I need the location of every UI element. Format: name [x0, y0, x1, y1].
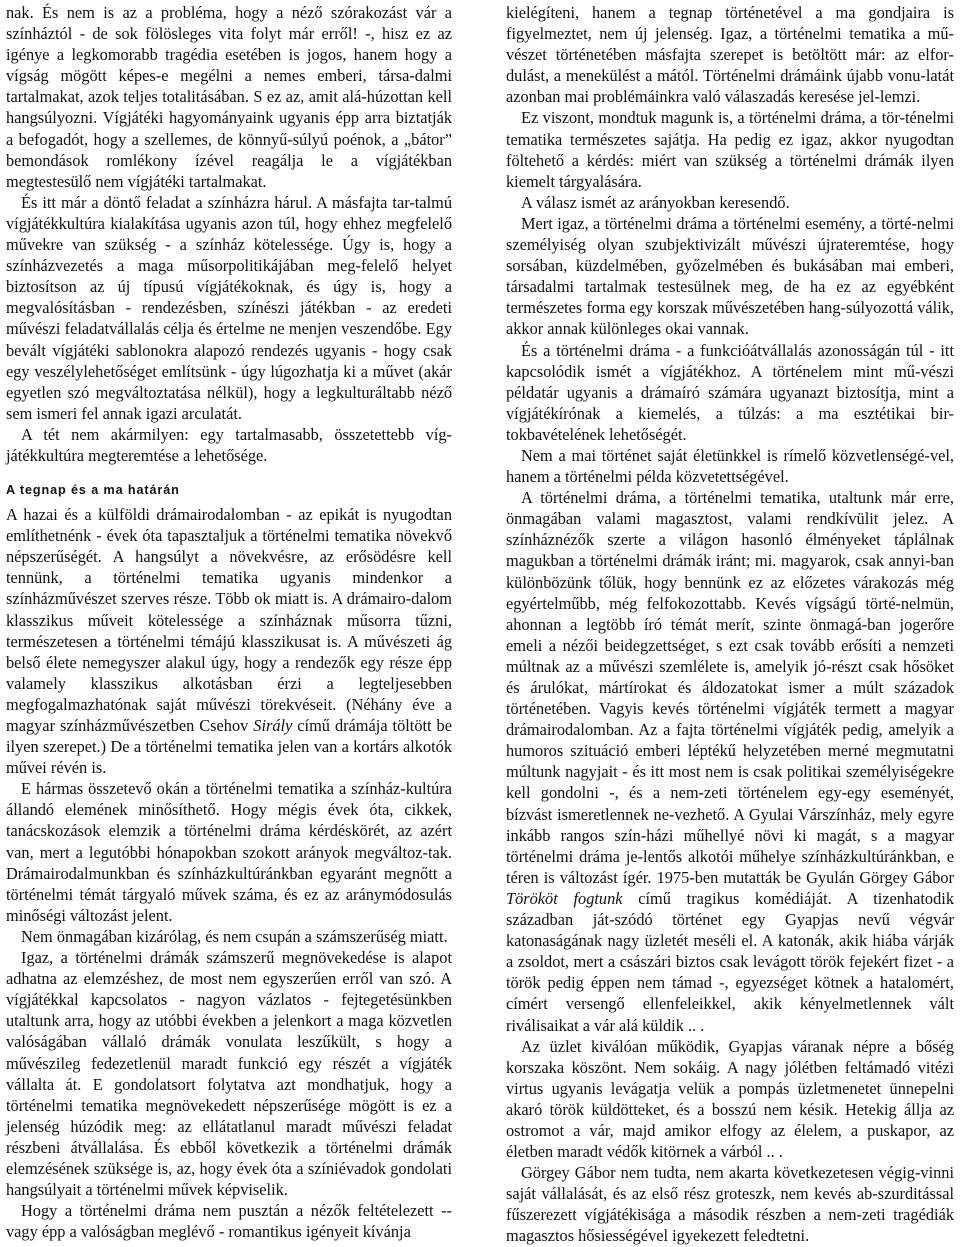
paragraph [506, 487, 954, 1035]
paragraph: És itt már a döntő feladat a színházra hárul. A másfajta tar-talmú vígjátékkultúra kialakítása ugyanis azon túl, hogy ehhez megfelelő művekre van szükség - a színház kötelessége. Úgy is, hogy a színházvezetés a maga műsorpolitikájában meg-felelő helyet biztosítson az új típusú vígjátékoknak, és úgy is, hogy a megvalósításban - rendezésben, színészi játékban - az eredeti művészi feladatvállalás célja és értelme ne menjen veszendőbe. Egy bevált vígjátéki sablonokra alapozó rendezés ugyanis - hogy csak egy veszélylehetőséget említsünk - úgy lúgozhatja ki a művet (akár egyetlen szó megváltoztatása nélkül), hogy a legkulturáltabb néző sem ismeri fel annak igazi arculatát. [6, 192, 452, 423]
paragraph: Nem önmagában kizárólag, és nem csupán a számszerűség miatt. [21, 926, 448, 946]
paragraph-text: című tragikus komédiáját. A tizenhatodik században ját-szódó történet egy Gyapjas nevű végvár katonaságának nagy üzletét meséli el. A katonák, akik hiába várják a zsoldot, mert a császári biztos csak levágott török fejekért fizet - a török pedig éppen nem támad -, egyezséget kötnek a hatalomért, címért versengő ellenfeleikkel, akik kényelmetlennek vált riválisaikat a vár alá küldik .. . [506, 888, 954, 1035]
paragraph: Görgey Gábor nem tudta, nem akarta következetesen végig-vinni saját vállalását, és az első rész groteszk, nem kevés ab-szurditással fűszerezett vígjátékisága a második részben a nem-zeti tragédiák magasztos hősiességével igyekezett feledtetni. [506, 1163, 954, 1246]
paragraph-text: című drámája töltött be ilyen szerepet.) De a történelmi tematika jelen van a kortárs alkotók művei révén is. [6, 716, 452, 778]
paragraph-text: A történelmi dráma, a történelmi tematika, utaltunk már erre, önmagában valami magasztost, valami rendkívülit jelez. A színháznézők szerte a világon hasonló élményeket táplálnak magukban a történelmi drámák iránt; mi. magyarok, csak annyi-ban különbözünk tőlük, hogy bennünk ez az előzetes várakozás még egyértelműbb, még felfokozottabb. Kevés vígságú törté-nelmün, ahonnan a legtöbb író témát merít, szinte önmagá-ban jogerőre emeli a nézői beidegzettséget, s ezt csak tovább erősíti a nemzeti múltnak az a művészi szemlélete is, amelyik jó-részt csak hősöket és árulókat, mártírokat és áldozatokat ismer a múlt századok történetében. Vagyis kevés történelmi vígjáték termett a magyar drámairodalomban. Az a fajta történelmi vígjáték pedig, amelyik a humoros szituáció emberi léptékű helyzetében merné megmutatni múltunk nagyjait - és itt most nem is csak politikai személyiségekre kell gondolni -, és a nem-zeti történelem egy-egy eseményét, bízvást ismeretlennek ne-vezhető. A Gyulai Várszínház, mely egyre inkább rangos szín-házi műhellyé növi ki magát, s a magyar történelmi dráma je-lentős alkotói műhelye színházkultúránkban, e téren is változást ígér. 1975-ben mutatták be Gyulán Görgey Gábor [506, 488, 954, 887]
section-heading: A tegnap és a ma határán [6, 483, 180, 498]
paragraph: A válasz ismét az arányokban keresendő. [521, 192, 790, 212]
play-title: Sirály [253, 716, 293, 735]
paragraph: Hogy a történelmi dráma nem pusztán a nézők feltételezett -- vagy épp a valóságban meglévő - romantikus igényeit kívánja [6, 1201, 452, 1242]
play-title-cont: fogtunk [573, 888, 623, 908]
left-column [6, 2, 452, 1242]
paragraph-text: A hazai és a külföldi drámairodalomban - az epikát is nyugodtan említhetnénk - évek óta tapasztaljuk a történelmi tematika növekvő népszerűségét. A hangsúlyt a növekvésre, az erősödésre kell tennünk, a történelmi tematika ugyanis mindenkor a színházművészet szerves része. Több ok miatt is. A drámairo-dalom klasszikus műveit kötelessége a színháznak műsorra tűzni, természetesen a történelmi témájú klasszikusat is. A művészeti ág belső élete nemegyszer alakul úgy, hogy a rendezők egy része épp valamely klasszikus alkotásban érzi a legteljesebben megfogalmazhatónak saját művészi törekvéseit. (Néhány éve a magyar színházművészetben Csehov [6, 505, 452, 735]
paragraph: És a történelmi dráma - a funkcióátvállalás azonosságán túl - itt kapcsolódik ismét a vígjátékhoz. A történelem mint mű-vészi példatár ugyanis a drámaíró számára ugyanazt biztosítja, mint a vígjátékírónak a kiemelés, a túlzás: a ma esztétikai bir-tokbavételének lehetőségét. [506, 340, 954, 444]
play-title: Törököt [506, 888, 558, 908]
right-column [506, 2, 954, 1247]
paragraph: Ez viszont, mondtuk magunk is, a történelmi dráma, a tör-ténelmi tematika természetes sajátja. Ha pedig ez igaz, akkor nyugodtan föltehető a kérdés: miért van szükség a történelmi drámák ilyen kiemelt tárgyalására. [506, 108, 954, 191]
paragraph: Igaz, a történelmi drámák számszerű megnövekedése is alapot adhatna az elemzéshez, de most nem egyszerűen erről van szó. A vígjátékkal kapcsolatos - nagyon vázlatos - fejtegetésünkben utaltunk arra, hogy az utóbbi években a jelenkort a maga közvetlen valóságában vállaló drámák vonulata leszűkült, s hogy a művészileg fedezetlenül maradt funkció egy részét a vígjáték vállalta át. E gondolatsort folytatva azt mondhatjuk, hogy a történelmi tematika megnövekedett népszerűsége mögött is ez a jelenség húzódik meg: az ellátatlanul maradt művészi feladat részbeni átvállalása. És ebből következik a történelmi drámák elemzésének szüksége is, az, hogy évek óta a színiévadok gondolati hangsúlyait a történelmi művek képviselik. [6, 948, 452, 1200]
paragraph: E hármas összetevő okán a történelmi tematika a színház-kultúra állandó elemének minősíthető. Hogy mégis évek óta, cikkek, tanácskozások elemzik a történelmi dráma kérdéskörét, az azért van, mert a legutóbbi hónapokban szokott arányok megváltoz-tak. Drámairodalmunkban és színházkultúránkban egyaránt megnőtt a történelmi témát tárgyaló művek száma, és ez az aránymódosulás minőségi változást jelent. [6, 779, 452, 925]
paragraph: A tét nem akármilyen: egy tartalmasabb, összetettebb víg-játékkultúra megteremtése a lehetősége. [6, 424, 452, 465]
paragraph: kielégíteni, hanem a tegnap történetével a ma gondjaira is figyelmeztet, nem új jelenség. Igaz, a történelmi tematika a mű-vészet történetében másfajta szerepet is betöltött már: az elfor-dulást, a menekülést a mától. Történelmi drámáink újabb vonu-latát azonban mai problémáinkra való válaszadás keresése jel-lemzi. [506, 3, 954, 107]
paragraph: Nem a mai történet saját életünkkel is rímelő közvetlenségé-vel, hanem a történelmi példa közvetettségével. [506, 445, 954, 487]
paragraph: Mert igaz, a történelmi dráma a történelmi esemény, a törté-nelmi személyiség olyan szubjektivizált művészi újrateremtése, hogy sorsában, küzdelmében, győzelmében és bukásában mai emberi, társadalmi tartalmak testesülnek meg, de ha ez az egyébként természetes forma egy korszak művészetében hang-súlyozottá válik, akkor annak különleges okai vannak. [506, 213, 954, 339]
paragraph: Az üzlet kiválóan működik, Gyapjas váranak népre a bőség korszaka köszönt. Nem sokáig. A nagy jólétben feltámadó vitézi virtus ugyanis levágatja velük a pompás üzletmenetet ünnepelni akaró török küldötteket, és a bosszú nem késik. Hetekig állja az ostromot a vár, majd amikor elfogy az élelem, a puskapor, az életben maradt védők kitörnek a várból .. . [506, 1036, 954, 1162]
paragraph: nak. És nem is az a probléma, hogy a néző szórakozást vár a színháztól - de sok fölösleges vita folyt már erről! -, hisz ez az igénye a legkomorabb tragédia esetében is jogos, hanem hogy a vígság mögött képes-e megélni a nemes emberi, társa-dalmi tartalmakat, azok teljes totalitásában. S ez az, amit alá-húzottan kell hangsúlyozni. Vígjátéki hagyományaink ugyanis épp arra biztatják a befogadót, hogy a szellemes, de könnyű-súlyú poénok, a „bátor” bemondások romlékony ízével reagálja le a vígjátékban megtestesülő nem vígjátéki tartalmakat. [6, 3, 452, 191]
paragraph [6, 504, 452, 778]
